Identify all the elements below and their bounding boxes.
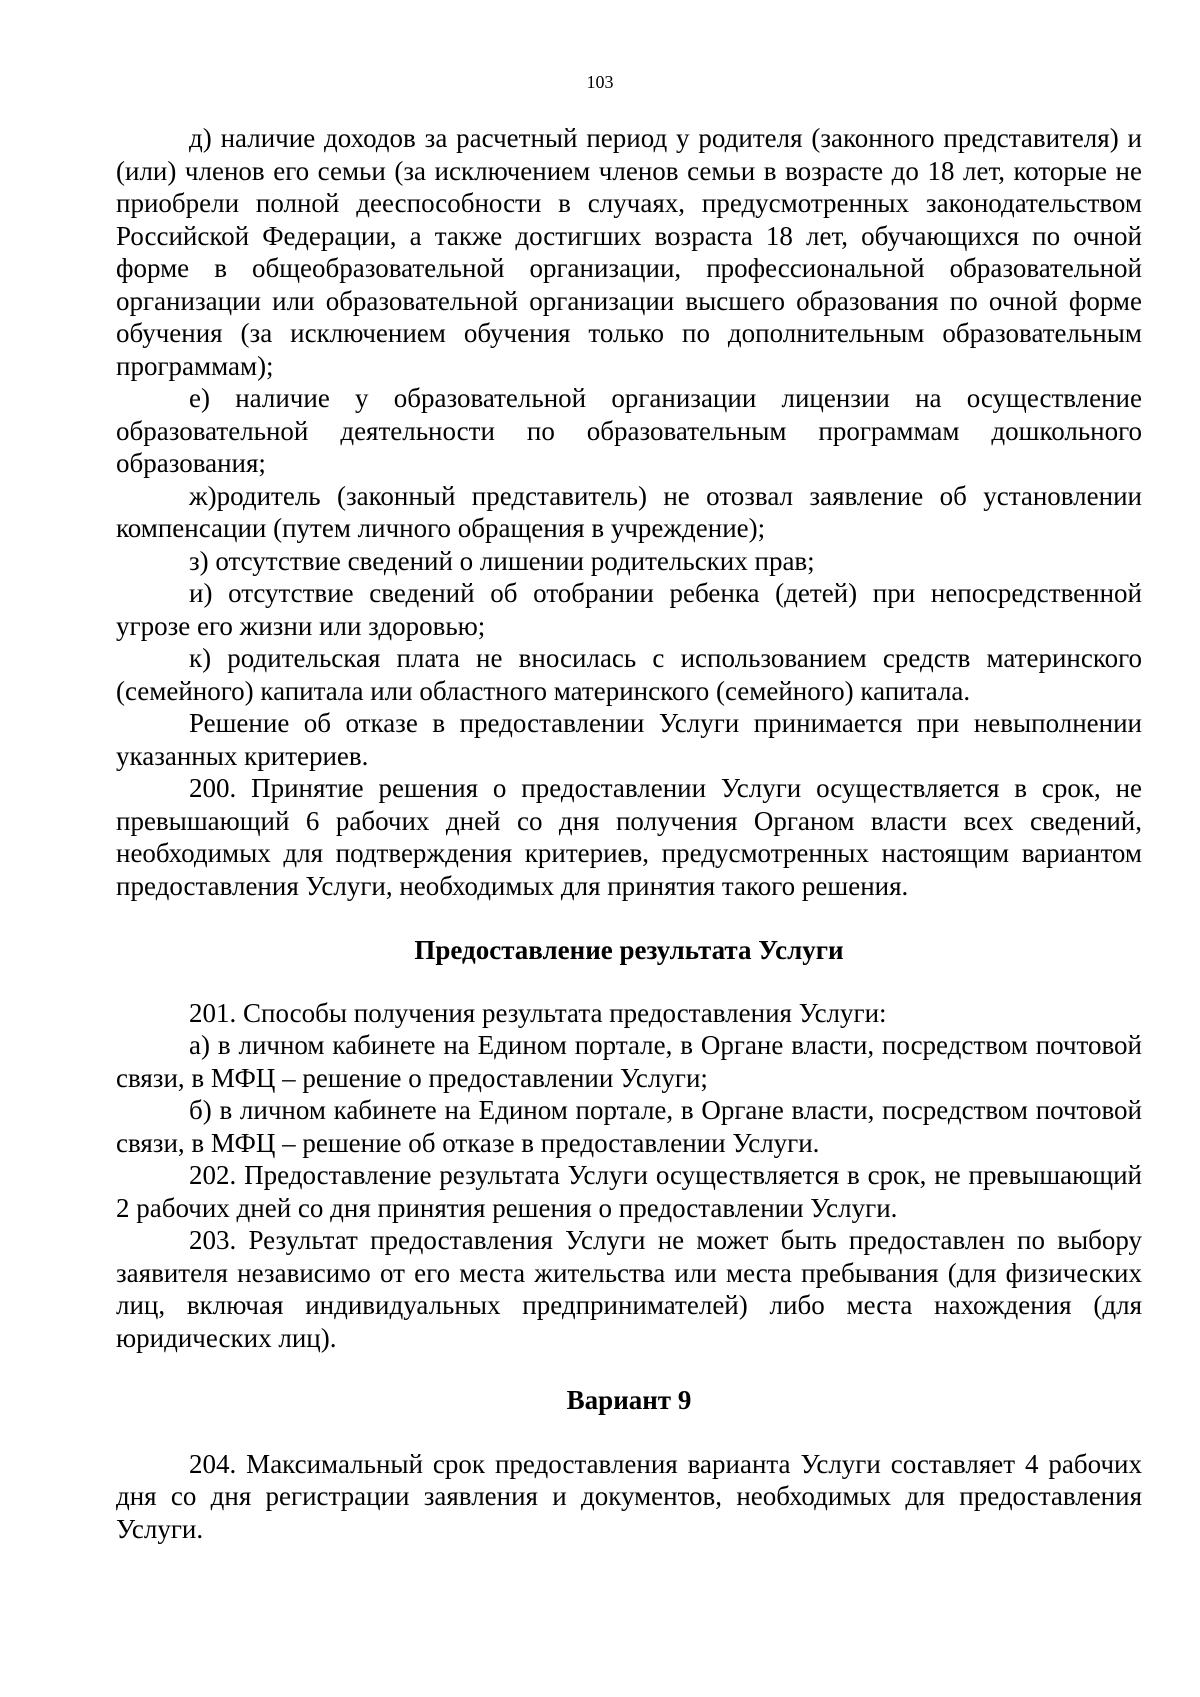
paragraph-item-i: и) отсутствие сведений об отобрании ребенка (детей) при непосредственной угрозе его жизни или здоровью; [116,578,1142,641]
paragraph-204: 204. Максимальный срок предоставления варианта Услуги составляет 4 рабочих дня со дня регистрации заявления и документов, необходимых для предоставления Услуги. [116,1448,1142,1544]
paragraph-item-e: е) наличие у образовательной организации лицензии на осуществление образовательной деятельности по образовательным программам дошкольного образования; [116,383,1142,478]
paragraph-item-k: к) родительская плата не вносилась с использованием средств материнского (семейного) капитала или областного материнского (семейного) капитала. [116,643,1142,706]
paragraph-201-b: б) в личном кабинете на Едином портале, в Органе власти, посредством почтовой связи, в МФЦ – решение об отказе в предоставлении Услуги. [116,1095,1142,1158]
spacer [116,902,1142,934]
paragraph-202: 202. Предоставление результата Услуги осуществляется в срок, не превышающий 2 рабочих дней со дня принятия решения о предоставлении Услуги. [116,1160,1142,1223]
section-heading-result: Предоставление результата Услуги [414,935,844,965]
paragraph-refusal-decision: Решение об отказе в предоставлении Услуги принимается при невыполнении указанных критериев. [116,708,1142,771]
section-heading-variant: Вариант 9 [566,1385,692,1415]
paragraph-item-zh: ж)родитель (законный представитель) не отозвал заявление об установлении компенсации (путем личного обращения в учреждение); [116,480,1142,543]
document-body [116,122,1142,1545]
page-number: 103 [586,72,614,92]
spacer [116,1417,1142,1448]
paragraph-201-a: а) в личном кабинете на Едином портале, в Органе власти, посредством почтовой связи, в МФЦ – решение о предоставлении Услуги; [116,1030,1142,1093]
paragraph-203: 203. Результат предоставления Услуги не может быть предоставлен по выбору заявителя независимо от его места жительства или места пребывания (для физических лиц, включая индивидуальных предпринимателей) либо места нахождения (для юридических лиц). [116,1225,1142,1353]
spacer [116,1354,1142,1384]
paragraph-item-z: з) отсутствие сведений о лишении родительских прав; [189,545,815,576]
paragraph-201: 201. Способы получения результата предоставления Услуги: [189,997,887,1028]
paragraph-200: 200. Принятие решения о предоставлении Услуги осуществляется в срок, не превышающий 6 рабочих дней со дня получения Органом власти всех сведений, необходимых для подтверждения критериев, предусмотренных настоящим вариантом предоставления Услуги, необходимых для принятия такого решения. [116,773,1142,901]
paragraph-item-d: д) наличие доходов за расчетный период у родителя (законного представителя) и (или) членов его семьи (за исключением членов семьи в возрасте до 18 лет, которые не приобрели полной дееспособности в случаях, предусмотренных законодательством Российской Федерации, а также достигших возраста 18 лет, обучающихся по очной форме в общеобразовательной организации, профессиональной образовательной организации или образовательной организации высшего образования по очной форме обучения (за исключением обучения только по дополнительным образовательным программам); [116,123,1142,381]
spacer [116,967,1142,997]
